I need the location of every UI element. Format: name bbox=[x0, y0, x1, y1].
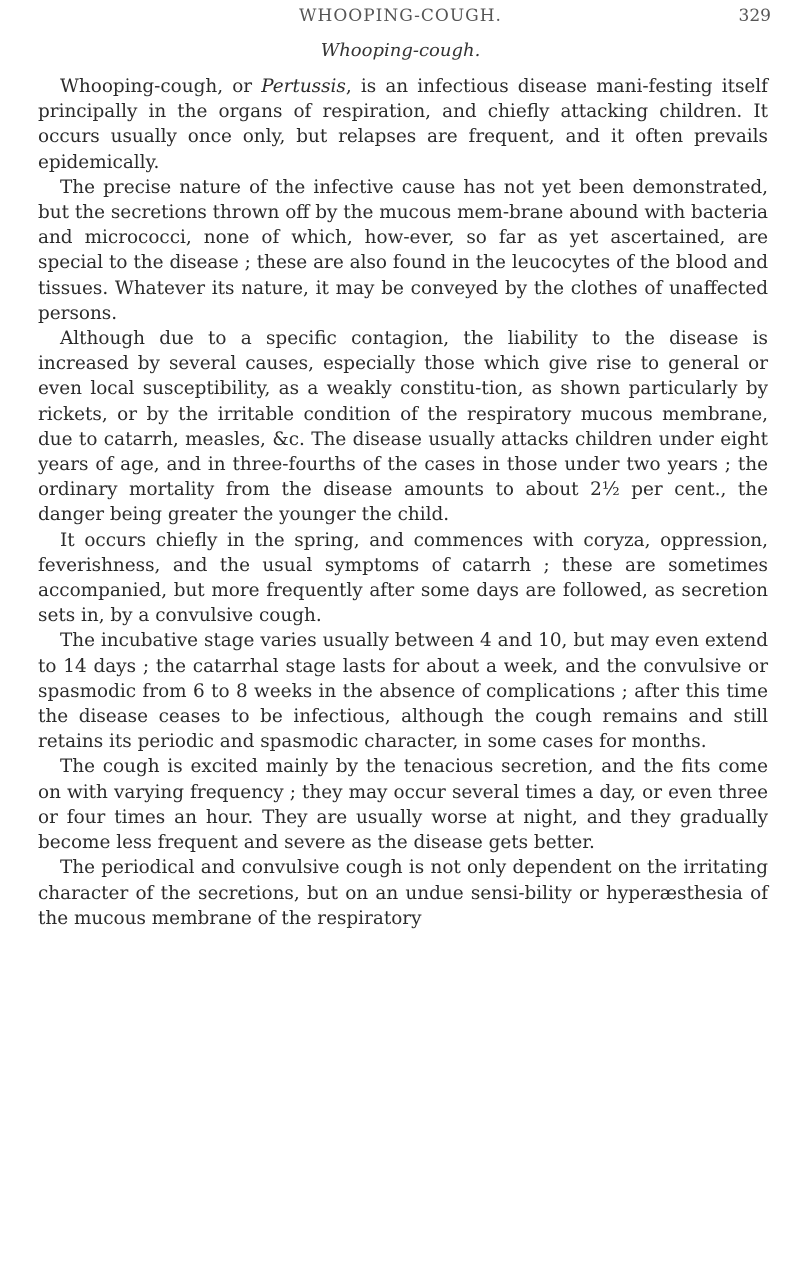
section-heading: Whooping-cough. bbox=[320, 40, 481, 61]
paragraph-6: The cough is excited mainly by the tenacious secretion, and the fits come on with varying frequency ; they may occur several times a day, or even three or four times an hour. They are usually worse at night, and they gradually become less frequent and severe as the disease gets better. bbox=[38, 756, 768, 854]
paragraph-3: Although due to a specific contagion, the liability to the disease is increased by several causes, especially those which give rise to general or even local susceptibility, as a weakly constitu-tion, as shown particularly by rickets, or by the irritable condition of the respiratory mucous membrane, due to catarrh, measles, &c. The disease usually attacks children under eight years of age, and in three-fourths of the cases in those under two years ; the ordinary mortality from the disease amounts to about 2½ per cent., the danger being greater the younger the child. bbox=[38, 328, 768, 526]
paragraph-2: The precise nature of the infective cause has not yet been demonstrated, but the secretions thrown off by the mucous mem-brane abound with bacteria and micrococci, none of which, how-ever, so far as yet ascertained, are special to the disease ; these are also found in the leucocytes of the blood and tissues. Whatever its nature, it may be conveyed by the clothes of unaffected persons. bbox=[38, 176, 768, 324]
term-pertussis: Pertussis bbox=[261, 76, 346, 97]
paragraph-1 bbox=[38, 74, 768, 175]
paragraph-4: It occurs chiefly in the spring, and commences with coryza, oppression, feverishness, and the usual symptoms of catarrh ; these are sometimes accompanied, but more frequently after some days are followed, as secretion sets in, by a convulsive cough. bbox=[38, 529, 768, 627]
running-head bbox=[0, 4, 801, 34]
paragraph-7: The periodical and convulsive cough is not only dependent on the irritating character of the secretions, but on an undue sensi-bility or hyperæsthesia of the mucous membrane of the respiratory bbox=[38, 857, 768, 929]
paragraph-5: The incubative stage varies usually between 4 and 10, but may even extend to 14 days ; the catarrhal stage lasts for about a week, and the convulsive or spasmodic from 6 to 8 weeks in the absence of complications ; after this time the disease ceases to be infectious, although the cough remains and still retains its periodic and spasmodic character, in some cases for months. bbox=[38, 630, 768, 753]
body-text bbox=[38, 74, 768, 931]
paragraph-1-rest: , is an infectious disease mani-festing itself principally in the organs of respiration, and chiefly attacking children. It occurs usually once only, but relapses are frequent, and it often prevails epidemically. bbox=[38, 76, 768, 173]
paragraph-1-lead: Whooping-cough, or bbox=[60, 76, 262, 97]
page-number: 329 bbox=[738, 6, 771, 26]
running-title: WHOOPING-COUGH. bbox=[299, 6, 502, 26]
